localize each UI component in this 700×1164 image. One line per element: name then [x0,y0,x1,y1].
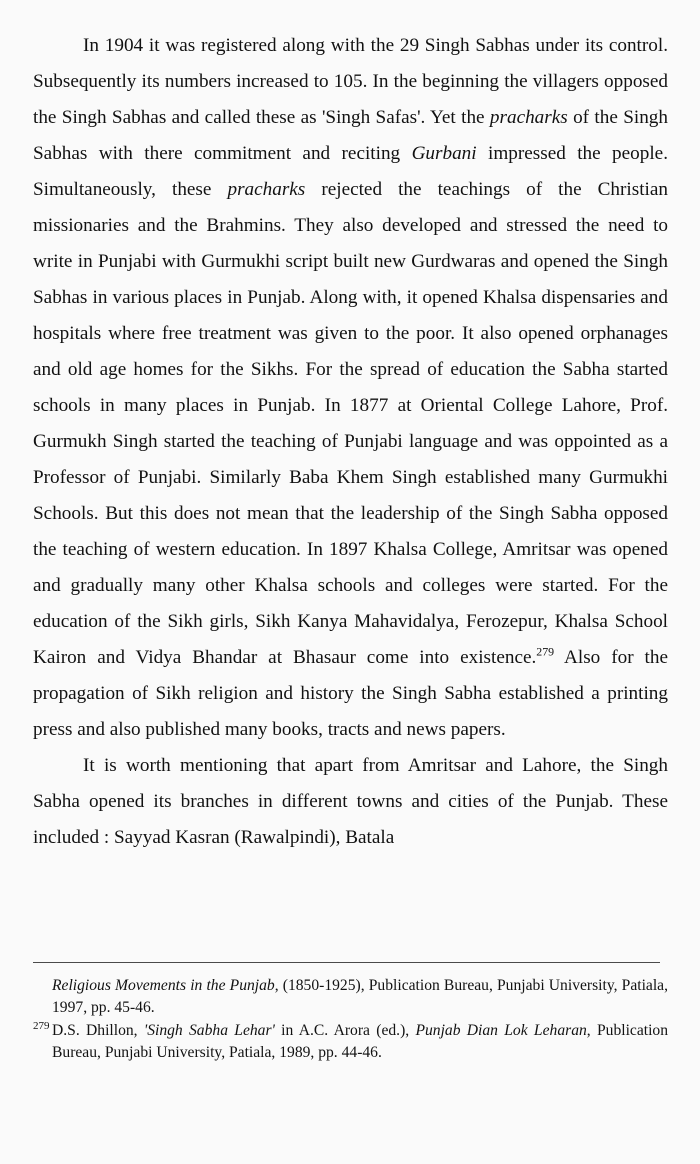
footnote-separator-rule [33,962,660,963]
text-run: In 1904 it was registered along with the 29 Singh Sabhas under its control. Subsequently its numbers increased to 105. In the beginning the villagers opposed the Singh Sabhas and called these as 'Singh Safas'. Yet the [33,35,668,128]
text-run: , Publication Bureau, Punjabi University, Patiala, 1989, pp. 44-46. [52,1022,669,1061]
text-run: It is worth mentioning that apart from Amritsar and Lahore, the Singh Sabha opened its branches in different towns and cities of the Punjab. These included : Sayyad Kasran (Rawalpindi), Batala [33,755,668,848]
italic-term: Punjab Dian Lok Leharan [415,1022,587,1039]
footnote-reference: 279 [536,644,555,659]
italic-term: pracharks [227,179,306,200]
italic-term: Gurbani [411,143,477,164]
text-run: impressed the people. Simultaneously, these [33,143,668,200]
italic-term: 'Singh Sabha Lehar' [143,1022,275,1039]
text-run: Also for the propagation of Sikh religion and history the Singh Sabha established a printing press and also published many books, tracts and news papers. [33,647,668,740]
paragraph [33,28,668,748]
text-run: , (1850-1925), Publication Bureau, Punjabi University, Patiala, 1997, pp. 45-46. [52,977,668,1016]
text-run: D.S. Dhillon, [52,1022,144,1039]
italic-term: Religious Movements in the Punjab [52,977,275,994]
footnote-marker: 279 [33,1020,50,1032]
text-run: of the Singh Sabhas with there commitment and reciting [33,107,668,164]
footnote-zone [33,962,668,1064]
italic-term: pracharks [489,107,568,128]
footnote-entry [33,975,668,1019]
body-text-block [33,28,668,856]
paragraph [33,748,668,856]
footnote-entry [33,1020,668,1064]
footnote-list [33,975,668,1064]
text-run: in A.C. Arora (ed.), [274,1022,416,1039]
text-run: rejected the teachings of the Christian missionaries and the Brahmins. They also developed and stressed the need to write in Punjabi with Gurmukhi script built new Gurdwaras and opened the Singh Sabhas in various places in Punjab. Along with, it opened Khalsa dispensaries and hospitals where free treatment was given to the poor. It also opened orphanages and old age homes for the Sikhs. For the spread of education the Sabha started schools in many places in Punjab. In 1877 at Oriental College Lahore, Prof. Gurmukh Singh started the teaching of Punjabi language and was oppointed as a Professor of Punjabi. Similarly Baba Khem Singh established many Gurmukhi Schools. But this does not mean that the leadership of the Singh Sabha opposed the teaching of western education. In 1897 Khalsa College, Amritsar was opened and gradually many other Khalsa schools and colleges were started. For the education of the Sikh girls, Sikh Kanya Mahavidalya, Ferozepur, Khalsa School Kairon and Vidya Bhandar at Bhasaur come into existence. [33,179,668,668]
